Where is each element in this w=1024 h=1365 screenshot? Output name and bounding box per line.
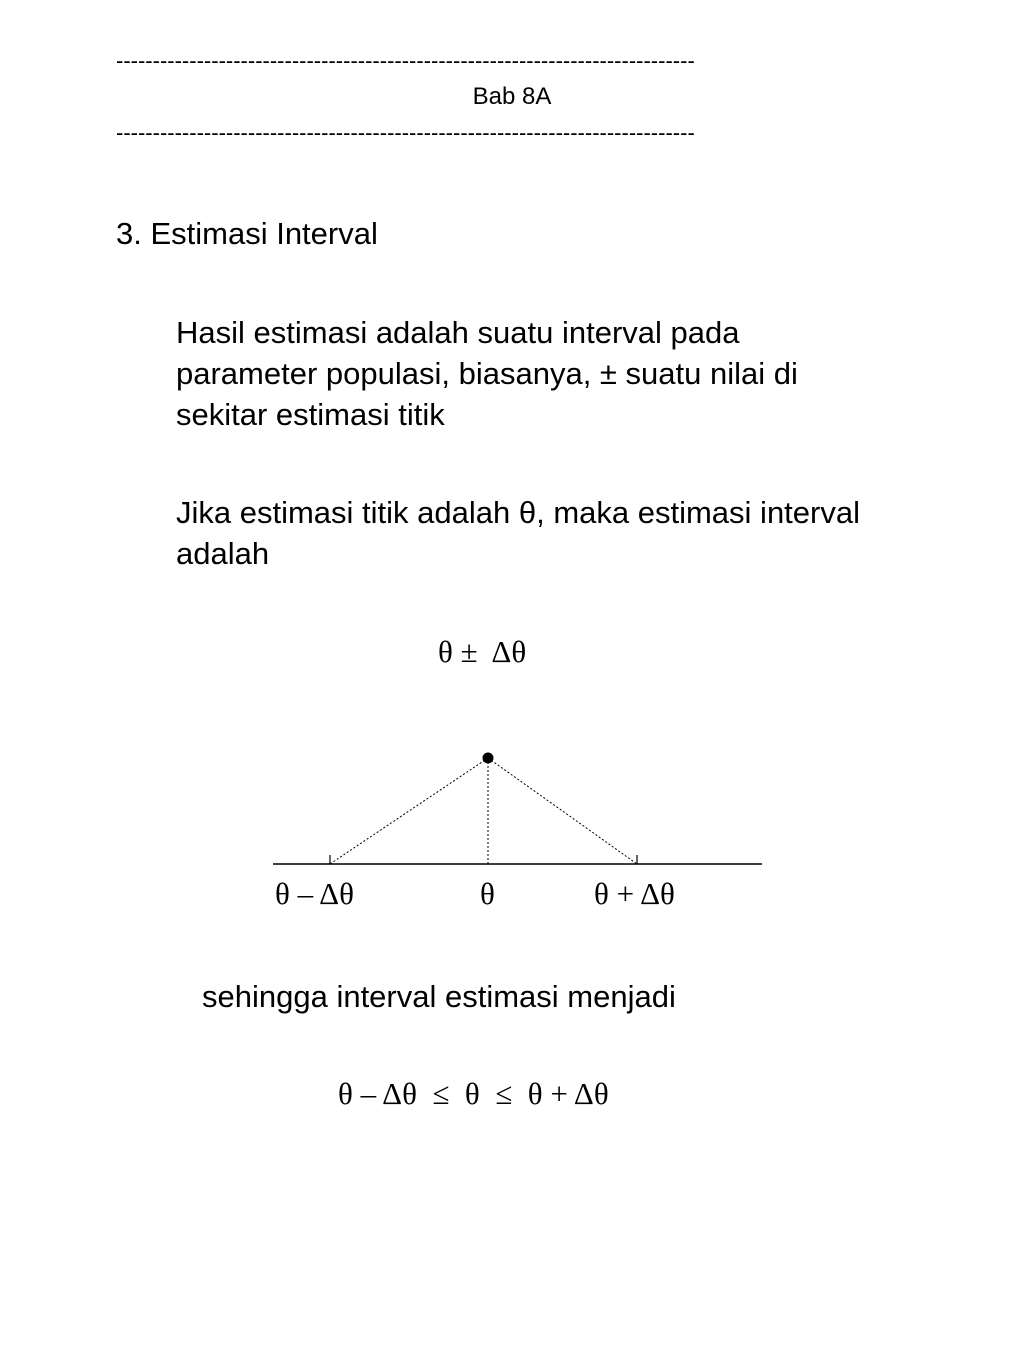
paragraph-line: parameter populasi, biasanya, ± suatu nilai di <box>176 356 798 391</box>
paragraph-line: Jika estimasi titik adalah θ, maka estimasi interval <box>176 495 860 530</box>
dotted-line-right <box>488 758 637 864</box>
paragraph-conclusion <box>202 976 1002 1017</box>
section-heading: 3. Estimasi Interval <box>116 216 378 251</box>
paragraph-line: sekitar estimasi titik <box>176 397 445 432</box>
header-rule-top: ------------------------------------------------------------------------------- <box>116 48 695 73</box>
point-estimate-dot <box>483 753 494 764</box>
formula-inequality: θ – Δθ ≤ θ ≤ θ + Δθ <box>338 1076 609 1111</box>
label-lower-bound: θ – Δθ <box>275 876 354 911</box>
paragraph-line: Hasil estimasi adalah suatu interval pada <box>176 315 740 350</box>
paragraph-line: sehingga interval estimasi menjadi <box>202 979 676 1014</box>
label-upper-bound: θ + Δθ <box>594 876 675 911</box>
dotted-line-left <box>330 758 488 864</box>
label-point-estimate: θ <box>480 876 495 911</box>
chapter-title: Bab 8A <box>472 83 552 110</box>
paragraph-line: adalah <box>176 536 270 571</box>
formula-plus-minus: θ ± Δθ <box>438 634 527 669</box>
header-rule-bottom: ------------------------------------------------------------------------------- <box>116 120 695 145</box>
